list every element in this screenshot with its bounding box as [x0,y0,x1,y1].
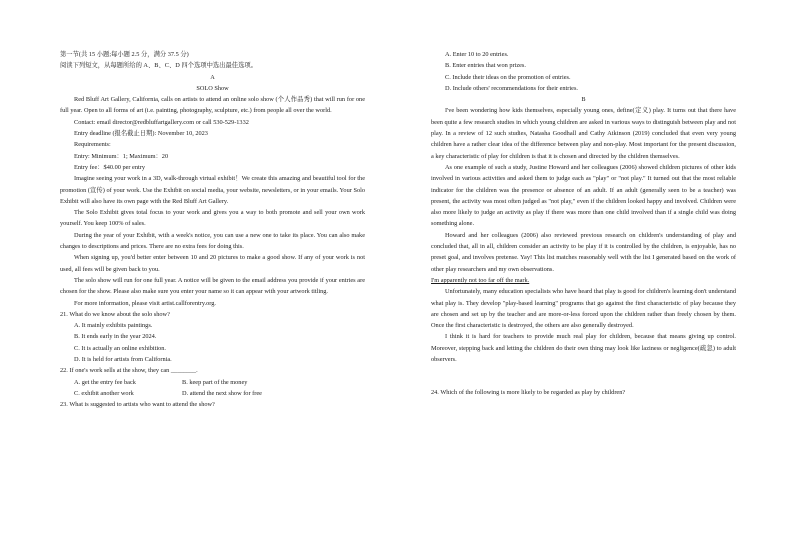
question-23-stem: 23. What is suggested to artists who want to attend the show? [60,401,215,409]
requirements-entry: Entry: Minimum：1; Maximum：20 [74,152,169,160]
question-21-option-b: B. It ends early in the year 2024. [74,333,157,341]
section-header: 第一节(共 15 小题;每小题 2.5 分，满分 37.5 分) [60,51,189,58]
question-24-stem: 24. Which of the following is more likely to be regarded as play by children? [431,389,626,397]
passage-a-label: A [210,73,215,81]
passage-b-label: B [581,96,586,104]
passage-a-paragraph: The solo show will run for one full year. A notice will be given to the email address you provide if your entries are chosen for the show. Please also make sure you enter your name so it can appear with your artwork titling. [60,276,365,296]
question-22-option-c: C. exhibit another work [74,389,134,397]
passage-a-paragraph: The Solo Exhibit gives total focus to your work and gives you a way to both promote and sell your own work yourself. You keep 100% of sales. [60,209,365,228]
passage-b-paragraph: As one example of such a study, Justine Howard and her colleagues (2006) showed children pictures of other kids involved in various activities and asked them to judge each as "play" or "not play." It turned out that the most reliable indicator for the children was the presence or absence of an adult. If an adult (generally seen to be a teacher) was present, the activity was most often judged as "not play," even if the children looked happy and involved. Children were also more likely to judge an activity as play if there was more than one child involved than if a single child was doing something alone. [431,163,736,228]
question-22-option-b: B. keep part of the money [182,378,248,386]
passage-a-paragraph: Imagine seeing your work in a 3D, walk-through virtual exhibit！We create this amazing and beautiful tool for the promotion (宣传) of your work. Use the Exhibit on social media, your website, newsletters, or in your emails. Your Solo Exhibit will also have its own page with the Red Bluff Art Gallery. [60,175,365,205]
question-21-option-c: C. It is actually an online exhibition. [74,344,166,352]
passage-b-paragraph: I think it is hard for teachers to provide much real play for children, because that means giving up control. Moreover, stepping back and letting the children do their own thing may look like laziness or negligence(疏忽) to adult observers. [431,333,736,364]
passage-b-paragraph: Unfortunately, many education specialists who have heard that play is good for children's learning don't understand what play is. They develop "play-based learning" programs that go against the first characteristic of play because they are chosen and set up by the teacher and are more-or-less forced upon the children rather than freely chosen by them. Once the first characteristic is destroyed, the others are also generally destroyed. [431,288,736,330]
left-column [60,49,365,411]
question-22-stem: 22. If one's work sells at the show, they can ________. [60,367,198,375]
question-21-option-a: A. It mainly exhibits paintings. [74,322,153,330]
question-22-option-a: A. get the entry fee back [74,378,136,386]
spacer [431,365,736,387]
requirements-fee: Entry fee：$40.00 per entry [74,163,145,171]
question-22-option-d: D. attend the next show for free [182,389,262,397]
section-instruction: 阅读下列短文，从每题所给的 A、B、C、D 四个选项中选出最佳选项。 [60,62,257,70]
passage-a-paragraph: For more information, please visit artist.callforentry.org. [74,299,216,307]
contact-line: Contact: email director@redbluffartgallery.com or call 530-529-1332 [74,118,249,126]
right-column [431,49,736,399]
passage-b-paragraph: Howard and her colleagues (2006) also reviewed previous research on children's understanding of play and concluded that, all in all, children consider an activity to be play if it is controlled by the children, is enjoyable, has no preset goal, and involves pretense. Yay! This list matches reasonably well with the list I generated based on the work of other play researchers and my own observations. [431,231,736,273]
question-22-options-row [60,377,365,388]
deadline-line: Entry deadline (报名截止日期): November 10, 2023 [74,130,208,138]
question-23-option-c: C. Include their ideas on the promotion of entries. [445,73,571,81]
passage-b-underlined-sentence: I'm apparently not too far off the mark. [431,276,530,284]
passage-a-title: SOLO Show [196,84,229,92]
passage-b-paragraph: I've been wondering how kids themselves, especially young ones, define(定义) play. It turns out that there have been quite a few research studies in which young children are asked in various ways to distinguish between play and not play. In a review of 12 such studies, Natasha Goodhall and Cathy Atkinson (2019) concluded that even very young children have a rather clear idea of the difference between play and non-play. Most important for the present discussion, a key characteristic of play for children is that it is chosen and directed by the children themselves. [431,107,736,160]
question-23-option-b: B. Enter entries that won prizes. [445,62,526,70]
passage-a-intro: Red Bluff Art Gallery, California, calls on artists to attend an online solo show (个人作品秀) that will run for one full year. Open to all forms of art (i.e. painting, photography, sculpture, etc.) from people all over the world. [60,96,365,115]
passage-a-paragraph: During the year of your Exhibit, with a week's notice, you can use a new one to take its place. You can also make changes to descriptions and prices. There are no extra fees for doing this. [60,231,365,251]
question-21-stem: 21. What do we know about the solo show? [60,310,170,318]
question-22-options-row [60,388,365,399]
passage-a-paragraph: When signing up, you'd better enter between 10 and 20 pictures to make a good show. If any of your work is not used, all fees will be given back to you. [60,254,365,273]
question-23-option-d: D. Include others' recommendations for their entries. [445,84,578,92]
question-21-option-d: D. It is held for artists from California. [74,356,172,364]
requirements-heading: Requirements: [74,141,111,149]
question-23-option-a: A. Enter 10 to 20 entries. [445,51,509,58]
